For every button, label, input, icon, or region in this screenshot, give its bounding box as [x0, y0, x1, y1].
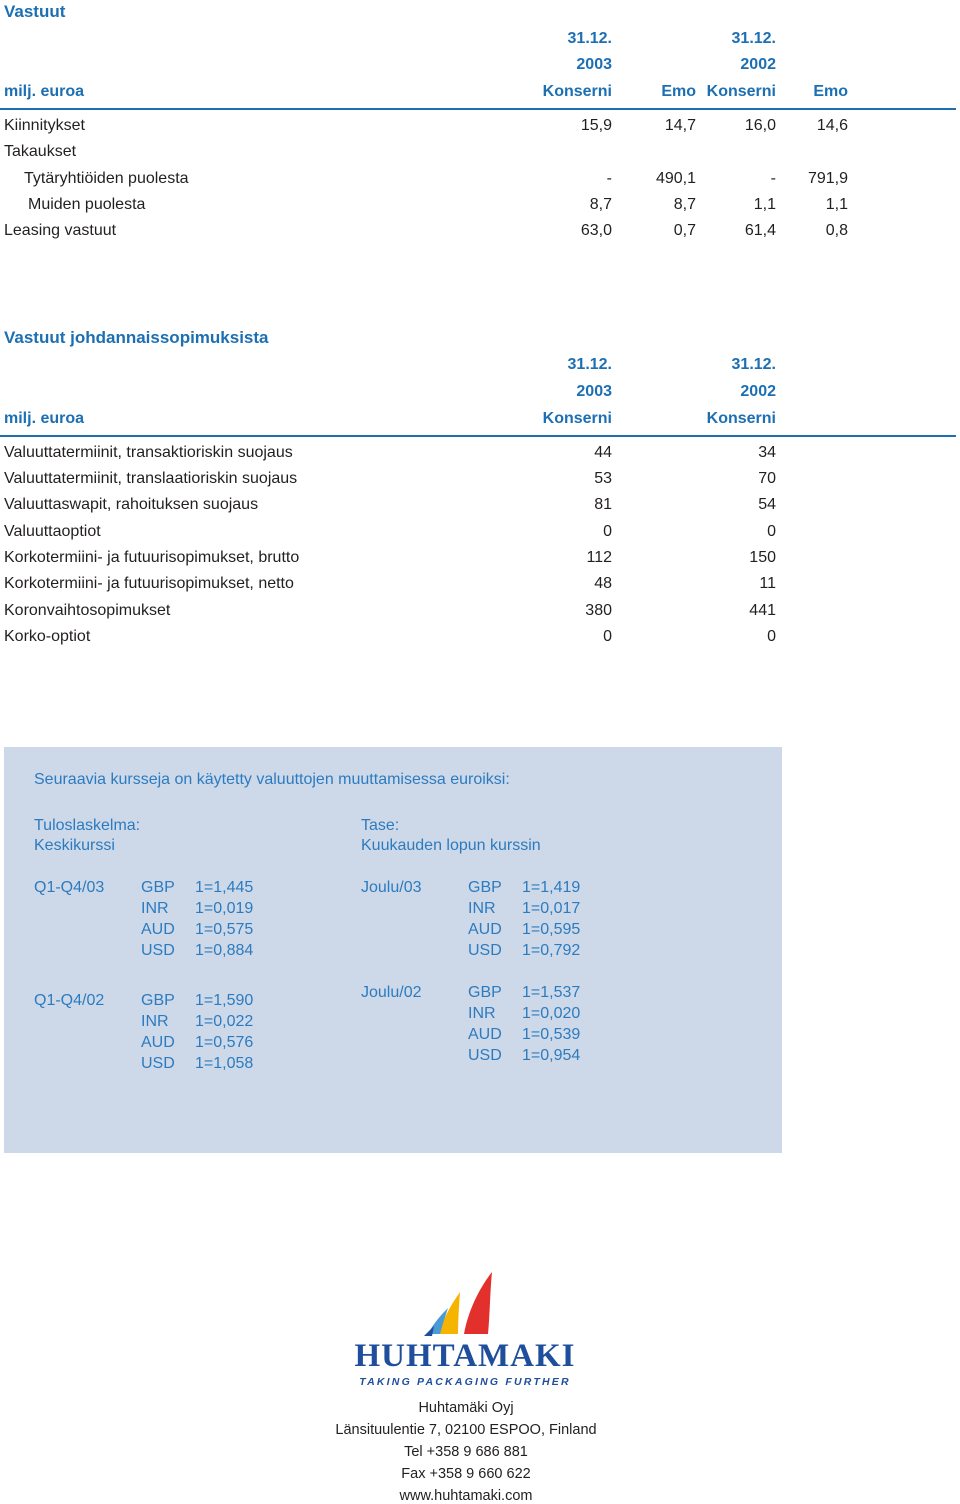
table-cell: 61,4 — [744, 222, 776, 239]
table-cell: 8,7 — [589, 196, 612, 213]
currency-code: AUD — [468, 921, 502, 938]
footer-web[interactable]: www.huhtamaki.com — [399, 1488, 533, 1504]
table-cell: 1,1 — [753, 196, 776, 213]
table-cell: 112 — [586, 549, 612, 566]
currency-code: AUD — [141, 1034, 175, 1051]
logo-wordmark: HUHTAMAKI — [354, 1338, 576, 1374]
right-title: Tase: — [361, 817, 400, 834]
table-cell: 0 — [767, 523, 776, 540]
header-date-2003: 31.12. — [567, 356, 612, 373]
sail-logo-icon — [340, 1268, 590, 1393]
currency-code: INR — [141, 900, 169, 917]
currency-rate: 1=0,575 — [195, 921, 254, 938]
table-cell: 14,6 — [816, 117, 848, 134]
section-title: Vastuut — [4, 2, 66, 21]
currency-rate: 1=1,590 — [195, 992, 254, 1009]
exchange-rates-panel — [4, 747, 782, 1153]
period-label: Q1-Q4/03 — [34, 879, 105, 896]
table-cell: - — [770, 170, 776, 187]
period-label: Joulu/03 — [361, 879, 422, 896]
table-row-label: Korkotermiini- ja futuurisopimukset, netto — [4, 575, 294, 592]
column-header: Konserni — [706, 410, 776, 427]
currency-code: USD — [468, 942, 502, 959]
currency-rate: 1=0,020 — [522, 1005, 581, 1022]
table-row-label: Tytäryhtiöiden puolesta — [24, 170, 189, 187]
currency-code: GBP — [141, 992, 175, 1009]
table-cell: 791,9 — [807, 170, 848, 187]
table-row-label: Kiinnitykset — [4, 117, 85, 134]
table-cell: 441 — [749, 602, 776, 619]
table-row-label: Valuuttaoptiot — [4, 523, 101, 540]
table-cell: 490,1 — [655, 170, 696, 187]
table-cell: - — [606, 170, 612, 187]
period-label: Q1-Q4/02 — [34, 992, 105, 1009]
left-title: Tuloslaskelma: — [34, 817, 141, 834]
right-subtitle: Kuukauden lopun kurssin — [361, 837, 541, 854]
table-row-label: Muiden puolesta — [28, 196, 146, 213]
table-row-label: Koronvaihtosopimukset — [4, 602, 171, 619]
table-cell: 11 — [759, 575, 776, 592]
currency-rate: 1=0,539 — [522, 1026, 581, 1043]
currency-rate: 1=0,884 — [195, 942, 254, 959]
currency-rate: 1=0,022 — [195, 1013, 254, 1030]
table-cell: 14,7 — [664, 117, 696, 134]
currency-code: GBP — [468, 879, 502, 896]
table-cell: 1,1 — [825, 196, 848, 213]
currency-rate: 1=1,419 — [522, 879, 581, 896]
header-year-2002: 2002 — [740, 383, 776, 400]
currency-code: INR — [468, 1005, 496, 1022]
currency-rate: 1=0,595 — [522, 921, 581, 938]
header-year-2002: 2002 — [740, 56, 776, 73]
rates-intro: Seuraavia kursseja on käytetty valuuttojen muuttamisessa euroiksi: — [34, 771, 510, 788]
currency-rate: 1=0,017 — [522, 900, 581, 917]
table-cell: 16,0 — [744, 117, 776, 134]
unit-label: milj. euroa — [4, 410, 85, 427]
section-title: Vastuut johdannaissopimuksista — [4, 328, 269, 347]
left-subtitle: Keskikurssi — [34, 837, 115, 854]
table-cell: 34 — [758, 444, 776, 461]
header-date-2002: 31.12. — [731, 356, 776, 373]
table-cell: 380 — [585, 602, 612, 619]
table-row-label: Valuuttatermiinit, translaatioriskin suojaus — [4, 470, 298, 487]
currency-rate: 1=1,537 — [522, 984, 581, 1001]
table-cell: 0,8 — [825, 222, 848, 239]
header-date-2003: 31.12. — [567, 30, 612, 47]
table-cell: 150 — [749, 549, 776, 566]
currency-code: USD — [468, 1047, 502, 1064]
company-logo — [340, 1268, 590, 1393]
header-rule — [0, 108, 956, 110]
footer-fax: Fax +358 9 660 622 — [401, 1466, 531, 1482]
table-cell: 0 — [603, 523, 612, 540]
table-cell: 81 — [594, 496, 612, 513]
table-cell: 44 — [594, 444, 612, 461]
currency-code: AUD — [468, 1026, 502, 1043]
unit-label: milj. euroa — [4, 83, 85, 100]
column-header: Konserni — [706, 83, 776, 100]
currency-rate: 1=0,019 — [195, 900, 254, 917]
column-header: Konserni — [542, 83, 612, 100]
currency-rate: 1=0,576 — [195, 1034, 254, 1051]
table-cell: 54 — [758, 496, 776, 513]
table-cell: 0 — [603, 628, 612, 645]
currency-rate: 1=1,445 — [195, 879, 254, 896]
header-rule — [0, 435, 956, 437]
table-row-label: Valuuttaswapit, rahoituksen suojaus — [4, 496, 259, 513]
footer-company: Huhtamäki Oyj — [418, 1400, 514, 1416]
table-cell: 53 — [594, 470, 612, 487]
footer-address: Länsituulentie 7, 02100 ESPOO, Finland — [335, 1422, 597, 1438]
table-row-label: Leasing vastuut — [4, 222, 117, 239]
header-year-2003: 2003 — [576, 383, 612, 400]
currency-code: GBP — [468, 984, 502, 1001]
table-cell: 15,9 — [580, 117, 612, 134]
footer-tel: Tel +358 9 686 881 — [404, 1444, 528, 1460]
table-row-label: Korko-optiot — [4, 628, 91, 645]
column-header: Emo — [661, 83, 696, 100]
column-header: Emo — [813, 83, 848, 100]
table-row-label: Korkotermiini- ja futuurisopimukset, brutto — [4, 549, 300, 566]
currency-rate: 1=0,792 — [522, 942, 581, 959]
table-cell: 70 — [758, 470, 776, 487]
currency-code: AUD — [141, 921, 175, 938]
period-label: Joulu/02 — [361, 984, 422, 1001]
table-row-label: Valuuttatermiinit, transaktioriskin suojaus — [4, 444, 293, 461]
currency-rate: 1=1,058 — [195, 1055, 254, 1072]
column-header: Konserni — [542, 410, 612, 427]
currency-rate: 1=0,954 — [522, 1047, 581, 1064]
table-cell: 8,7 — [673, 196, 696, 213]
currency-code: USD — [141, 942, 175, 959]
table-cell: 48 — [594, 575, 612, 592]
currency-code: GBP — [141, 879, 175, 896]
logo-tagline: TAKING PACKAGING FURTHER — [359, 1376, 571, 1388]
header-year-2003: 2003 — [576, 56, 612, 73]
currency-code: USD — [141, 1055, 175, 1072]
table-cell: 0,7 — [673, 222, 696, 239]
table-cell: 63,0 — [580, 222, 612, 239]
header-date-2002: 31.12. — [731, 30, 776, 47]
currency-code: INR — [468, 900, 496, 917]
table-row-label: Takaukset — [4, 143, 77, 160]
table-cell: 0 — [767, 628, 776, 645]
currency-code: INR — [141, 1013, 169, 1030]
